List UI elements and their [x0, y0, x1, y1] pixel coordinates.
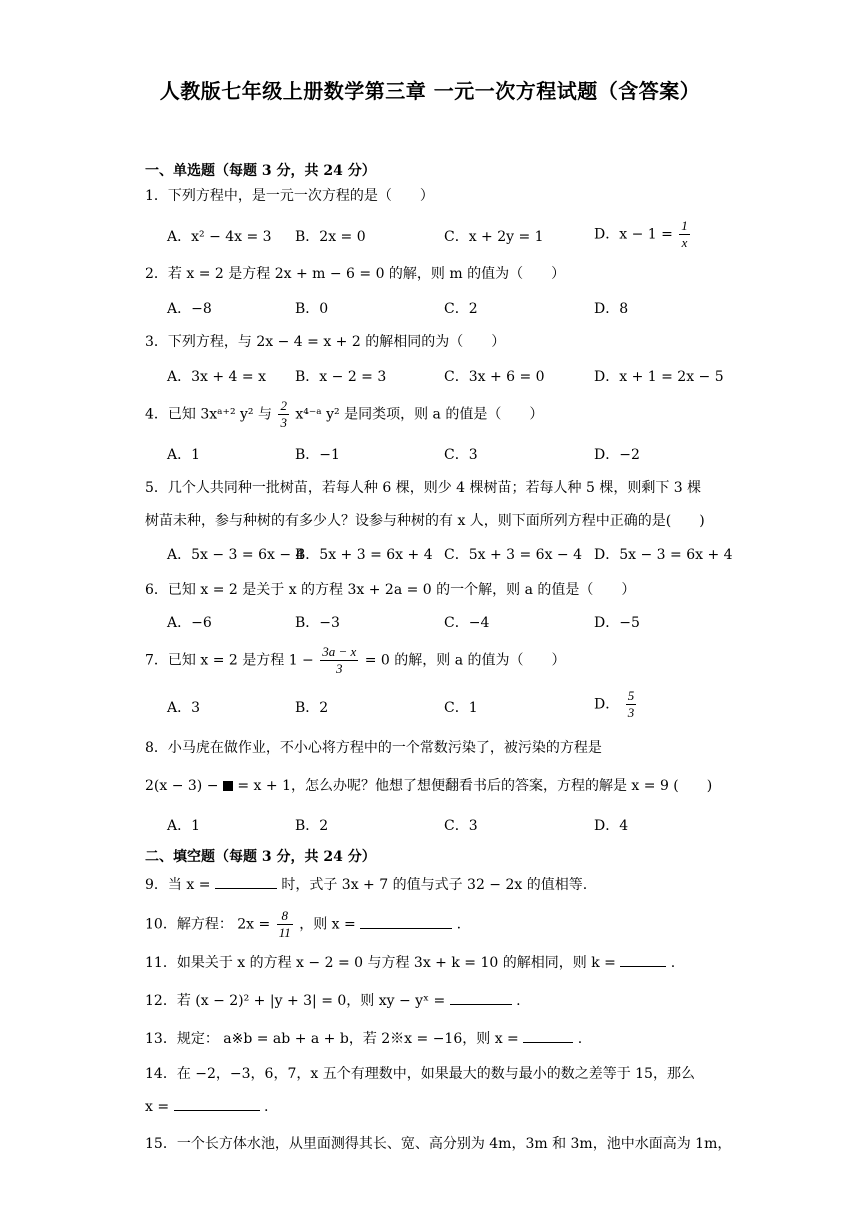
answer-blank [174, 1096, 260, 1111]
q2-option-b: B．0 [295, 301, 329, 317]
q14-part2: x = [145, 1099, 170, 1115]
q10-part2: ，则 x = [299, 916, 356, 933]
q4-option-b: B．−1 [295, 447, 340, 463]
q7-stem-part2: = 0 的解，则 a 的值为（ ） [364, 652, 566, 669]
question-14-line2 [145, 1096, 268, 1117]
q13-part1: 13．规定： a※b = ab + a + b，若 2※x = −16，则 x = [145, 1031, 519, 1047]
q2-option-c: C．2 [444, 301, 478, 317]
q5-option-b: B．5x + 3 = 6x + 4 [295, 547, 433, 563]
question-12 [145, 990, 521, 1011]
question-9 [145, 874, 587, 895]
q7-stem-part1: 7．已知 x = 2 是方程 1 − [145, 652, 314, 669]
ink-blot-square [223, 781, 233, 791]
q4-option-d: D．−2 [594, 447, 640, 463]
fraction-denominator: 3 [280, 415, 287, 430]
section-heading-fill-in: 二、填空题（每题 3 分，共 24 分） [145, 849, 376, 865]
q7-fraction [320, 644, 358, 677]
question-8-stem: 8．小马虎在做作业，不小心将方程中的一个常数污染了，被污染的方程是 [145, 740, 602, 756]
q7-option-d-fraction [626, 688, 637, 721]
q8-stem-part2: = x + 1，怎么办呢？他想了想便翻看书后的答案，方程的解是 x = 9 ( ) [237, 778, 713, 794]
q11-part1: 11．如果关于 x 的方程 x − 2 = 0 与方程 3x + k = 10 的解相同，则 k = [145, 955, 616, 971]
q8-option-c: C．3 [444, 818, 478, 834]
q12-part1: 12．若 (x − 2)² + |y + 3| = 0，则 xy − yˣ = [145, 993, 446, 1009]
q6-option-c: C．−4 [444, 615, 490, 631]
question-14: 14．在 −2，−3，6，7，x 五个有理数中，如果最大的数与最小的数之差等于 15，那么 [145, 1066, 695, 1082]
q5-option-c: C．5x + 3 = 6x − 4 [444, 547, 583, 563]
q7-option-d-label: D． [594, 696, 620, 713]
q3-option-d: D．x + 1 = 2x − 5 [594, 369, 724, 385]
question-10 [145, 908, 461, 941]
question-4-stem [145, 398, 543, 431]
q4-stem-part2: x⁴⁻ᵃ y² 是同类项，则 a 的值是（ ） [295, 406, 544, 423]
q4-fraction [278, 398, 289, 431]
question-8-stem-line2 [145, 776, 712, 796]
answer-blank [620, 952, 666, 967]
fraction-denominator: 3 [627, 705, 635, 720]
q7-option-c: C．1 [444, 700, 478, 716]
q9-part1: 9．当 x = [145, 877, 211, 893]
fraction-numerator: 3a − x [322, 644, 357, 659]
question-11 [145, 952, 675, 973]
q13-part2: . [577, 1031, 583, 1047]
q8-stem-part1: 2(x − 3) − [145, 778, 219, 794]
fraction-numerator: 1 [681, 218, 688, 233]
q2-option-a: A．−8 [167, 301, 212, 317]
q10-fraction [277, 908, 293, 941]
q3-option-c: C．3x + 6 = 0 [444, 369, 545, 385]
q10-part1: 10．解方程： 2x = [145, 916, 271, 933]
question-6-stem: 6．已知 x = 2 是关于 x 的方程 3x + 2a = 0 的一个解，则 a 的值是（ ） [145, 582, 636, 598]
q3-option-a: A．3x + 4 = x [167, 369, 266, 385]
q14-part3: . [263, 1099, 269, 1115]
answer-blank [450, 990, 512, 1005]
q1-option-a: A．x² − 4x = 3 [167, 229, 272, 245]
answer-blank [215, 874, 277, 889]
q8-option-b: B．2 [295, 818, 329, 834]
q6-option-a: A．−6 [167, 615, 212, 631]
q7-option-b: B．2 [295, 700, 329, 716]
q6-option-b: B．−3 [295, 615, 340, 631]
q1-option-d-fraction [679, 218, 690, 251]
q1-option-d [594, 218, 692, 251]
q7-option-d [594, 688, 638, 721]
section-heading-single-choice: 一、单选题（每题 3 分，共 24 分） [145, 163, 376, 179]
q8-option-d: D．4 [594, 818, 629, 834]
q12-part2: . [516, 993, 521, 1009]
q1-option-d-label: D．x − 1 = [594, 226, 673, 243]
fraction-denominator: 11 [278, 925, 291, 940]
question-7-stem [145, 644, 566, 677]
q4-option-a: A．1 [167, 447, 201, 463]
q8-option-a: A．1 [167, 818, 201, 834]
q2-option-d: D．8 [594, 301, 629, 317]
q10-part3: . [456, 916, 462, 933]
answer-blank [360, 914, 452, 929]
q1-option-c: C．x + 2y = 1 [444, 229, 544, 245]
q5-option-a: A．5x − 3 = 6x − 4 [167, 547, 305, 563]
fraction-denominator: 3 [336, 661, 343, 676]
q7-option-a: A．3 [167, 700, 201, 716]
q6-option-d: D．−5 [594, 615, 640, 631]
fraction-numerator: 2 [280, 398, 287, 413]
question-1-stem: 1．下列方程中，是一元一次方程的是（ ） [145, 188, 434, 204]
fraction-numerator: 8 [277, 908, 293, 925]
question-3-stem: 3．下列方程，与 2x − 4 = x + 2 的解相同的为（ ） [145, 334, 506, 350]
question-5-stem: 5．几个人共同种一批树苗，若每人种 6 棵，则少 4 棵树苗；若每人种 5 棵，则剩下 3 棵 [145, 480, 702, 496]
page-title: 人教版七年级上册数学第三章 一元一次方程试题（含答案） [159, 79, 701, 103]
q9-part2: 时，式子 3x + 7 的值与式子 32 − 2x 的值相等. [281, 877, 588, 893]
fraction-denominator: x [681, 235, 688, 250]
question-2-stem: 2．若 x = 2 是方程 2x + m − 6 = 0 的解，则 m 的值为（ ） [145, 266, 566, 282]
answer-blank [523, 1028, 573, 1043]
q5-option-d: D．5x − 3 = 6x + 4 [594, 547, 733, 563]
q11-part2: . [670, 955, 676, 971]
question-15: 15．一个长方体水池，从里面测得其长、宽、高分别为 4m，3m 和 3m，池中水面高为 1m， [145, 1136, 732, 1152]
q4-stem-part1: 4．已知 3xᵃ⁺² y² 与 [145, 406, 272, 423]
question-5-stem-line2: 树苗未种，参与种树的有多少人？设参与种树的有 x 人，则下面所列方程中正确的是( ) [145, 513, 705, 529]
q1-option-b: B．2x = 0 [295, 229, 366, 245]
q3-option-b: B．x − 2 = 3 [295, 369, 387, 385]
fraction-numerator: 5 [627, 688, 635, 703]
question-13 [145, 1028, 582, 1049]
q4-option-c: C．3 [444, 447, 478, 463]
